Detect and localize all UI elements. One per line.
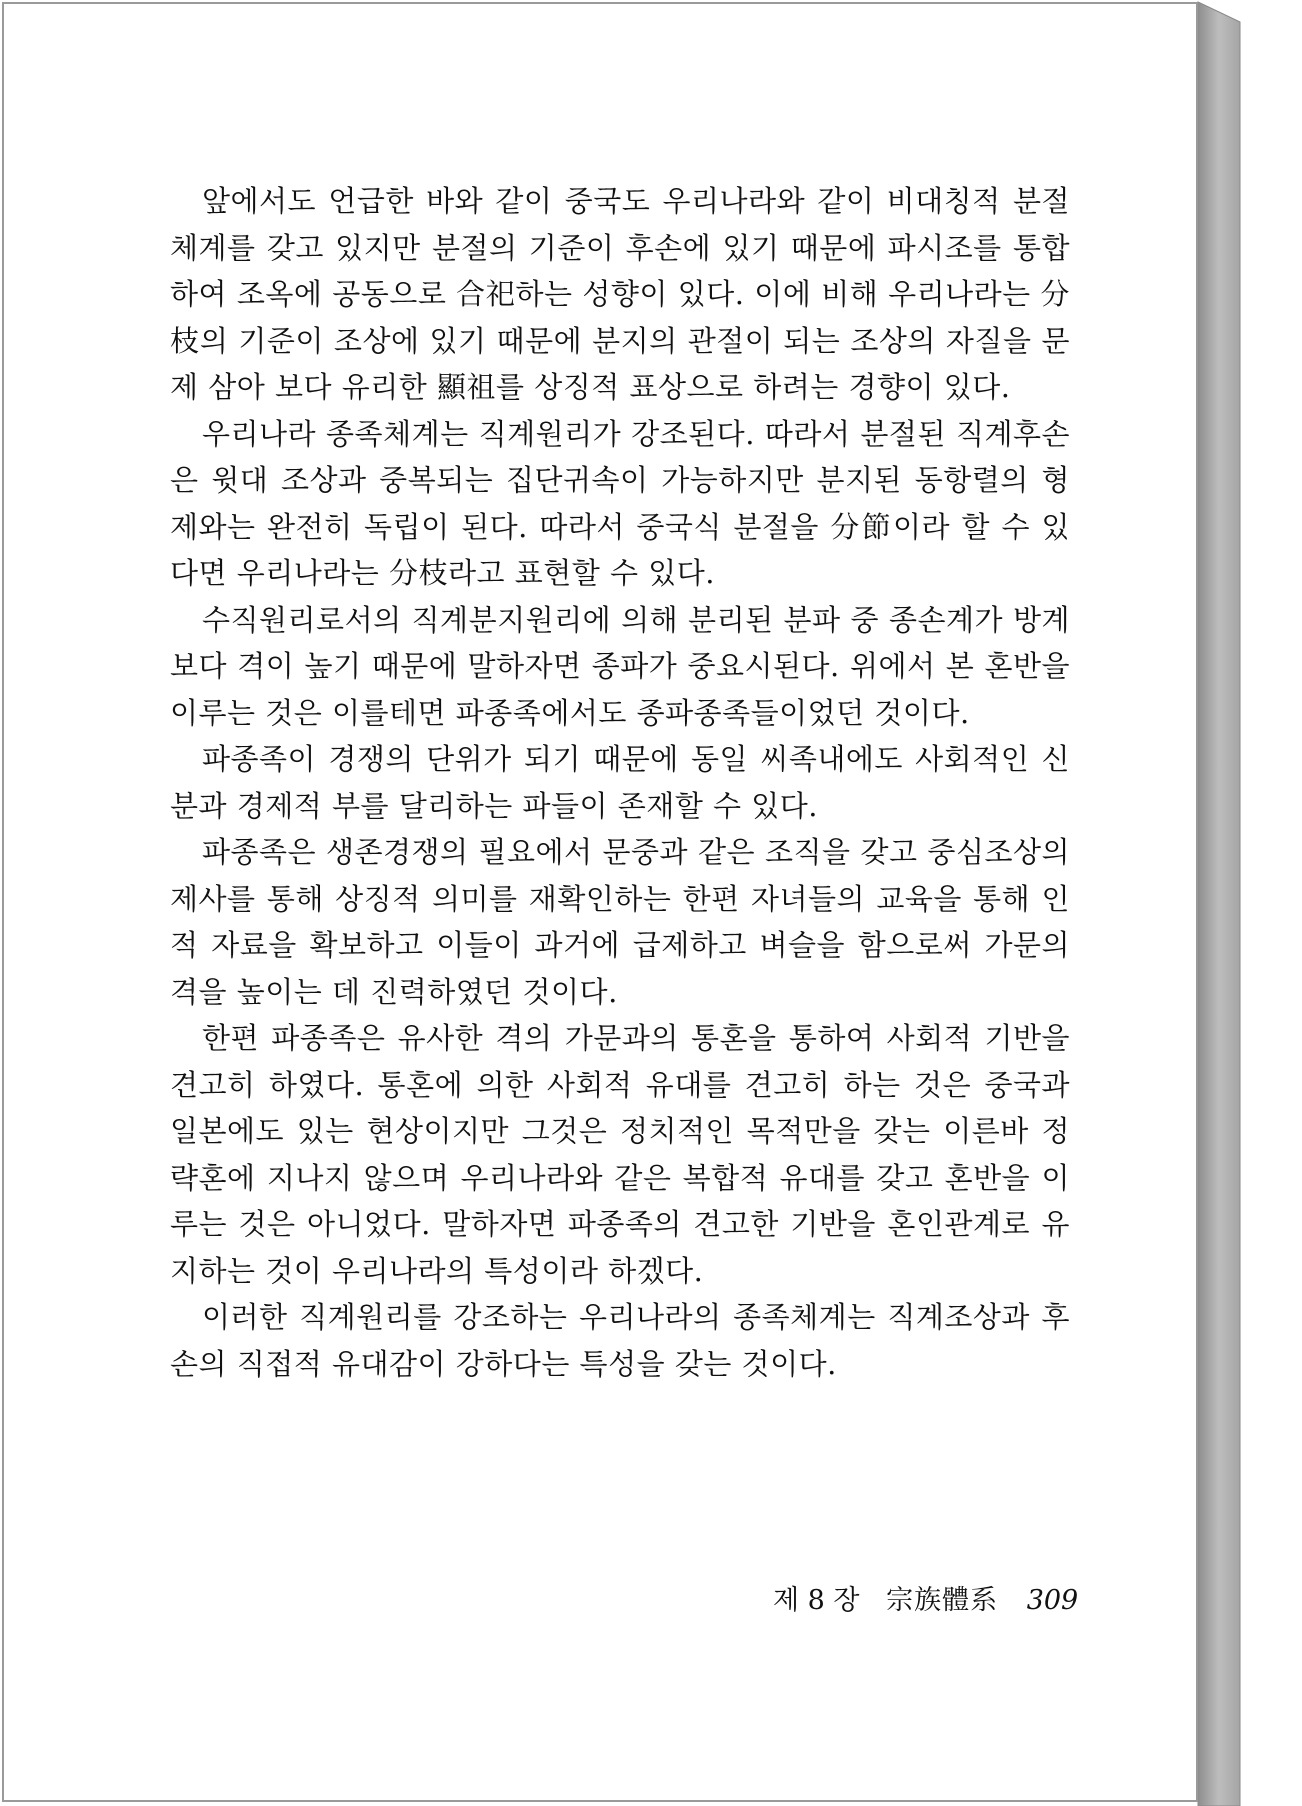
paragraph-7: 이러한 직계원리를 강조하는 우리나라의 종족체계는 직계조상과 후손의 직접적 유대감이 강하다는 특성을 갖는 것이다. xyxy=(170,1300,1070,1381)
page-number: 309 xyxy=(1026,1585,1079,1616)
paragraph-6: 한편 파종족은 유사한 격의 가문과의 통혼을 통하여 사회적 기반을 견고히 하였다. 통혼에 의한 사회적 유대를 견고히 하는 것은 중국과 일본에도 있는 현상이지만 그것은 정치적인 목적만을 갖는 이른바 정략혼에 지나지 않으며 우리나라와 같은 복합적 유대를 갖고 혼반을 이루는 것은 아니었다. 말하자면 파종족의 견고한 기반을 혼인관계로 유지하는 것이 우리나라의 특성이라 하겠다. xyxy=(170,1021,1070,1288)
section-title: 宗族體系 xyxy=(886,1585,999,1616)
chapter-label: 제 8 장 xyxy=(773,1585,860,1616)
paragraph-2: 우리나라 종족체계는 직계원리가 강조된다. 따라서 분절된 직계후손은 윗대 조상과 중복되는 집단귀속이 가능하지만 분지된 동항렬의 형제와는 완전히 독립이 된다. 따라서 중국식 분절을 分節이라 할 수 있다면 우리나라는 分枝라고 표현할 수 있다. xyxy=(170,416,1070,590)
page-footer xyxy=(773,1578,1078,1617)
paragraph-3: 수직원리로서의 직계분지원리에 의해 분리된 분파 중 종손계가 방계보다 격이 높기 때문에 말하자면 종파가 중요시된다. 위에서 본 혼반을 이루는 것은 이를테면 파종족에서도 종파종족들이었던 것이다. xyxy=(170,602,1070,730)
body-text xyxy=(170,178,1070,1387)
paragraph-4: 파종족이 경쟁의 단위가 되기 때문에 동일 씨족내에도 사회적인 신분과 경제적 부를 달리하는 파들이 존재할 수 있다. xyxy=(170,742,1070,823)
paragraph-5: 파종족은 생존경쟁의 필요에서 문중과 같은 조직을 갖고 중심조상의 제사를 통해 상징적 의미를 재확인하는 한편 자녀들의 교육을 통해 인적 자료을 확보하고 이들이 과거에 급제하고 벼슬을 함으로써 가문의 격을 높이는 데 진력하였던 것이다. xyxy=(170,835,1070,1009)
paragraph-1: 앞에서도 언급한 바와 같이 중국도 우리나라와 같이 비대칭적 분절체계를 갖고 있지만 분절의 기준이 후손에 있기 때문에 파시조를 통합하여 조옥에 공동으로 合祀하는 성향이 있다. 이에 비해 우리나라는 分枝의 기준이 조상에 있기 때문에 분지의 관절이 되는 조상의 자질을 문제 삼아 보다 유리한 顯祖를 상징적 표상으로 하려는 경향이 있다. xyxy=(170,184,1070,404)
